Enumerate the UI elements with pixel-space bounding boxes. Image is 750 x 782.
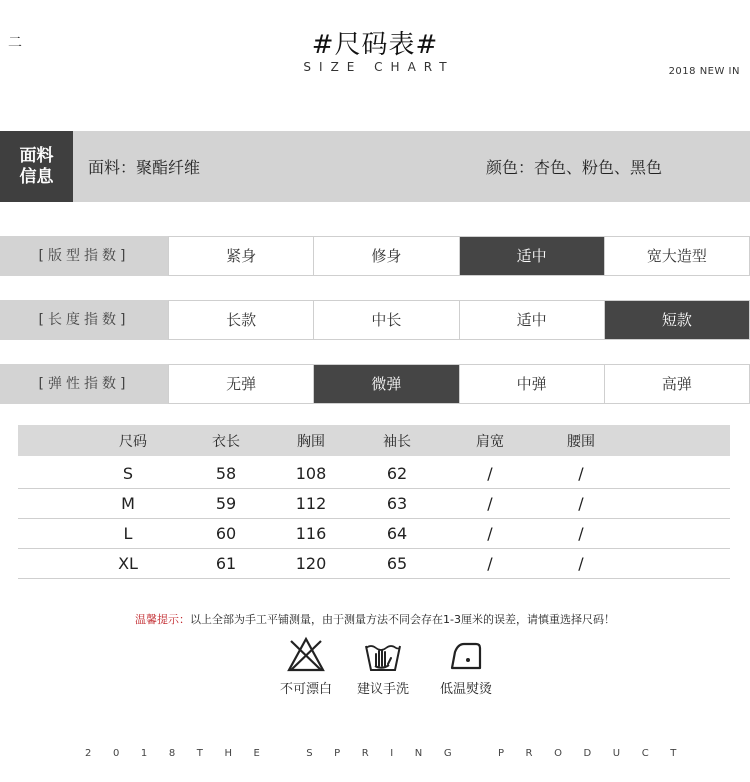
length-index-label: [长度指数] [0, 300, 168, 340]
page-title: #尺码表# [311, 30, 439, 60]
length-index-row [0, 300, 750, 340]
waist-cell: / [578, 494, 584, 513]
sleeve-cell: 65 [386, 554, 408, 573]
fabric-colors: 颜色：杏色、粉色、黑色 [486, 158, 663, 177]
elasticity-index-options [168, 364, 750, 404]
size-cell: S [122, 464, 134, 483]
size-table [18, 425, 730, 579]
fit-option-slim: 修身 [314, 237, 459, 275]
header-sleeve: 袖长 [383, 433, 411, 450]
fit-index-label: [版型指数] [0, 236, 168, 276]
header-waist: 腰围 [567, 433, 595, 450]
waist-cell: / [578, 464, 584, 483]
notice-text: 以上全部为手工平铺测量，由于测量方法不同会存在1-3厘米的误差，请慎重选择尺码！ [190, 613, 615, 626]
length-cell: 58 [215, 464, 237, 483]
fit-option-tight: 紧身 [169, 237, 314, 275]
length-option-long: 长款 [169, 301, 314, 339]
table-row [18, 519, 730, 549]
size-cell: L [123, 524, 133, 543]
fabric-info-label [0, 131, 73, 202]
length-option-short: 短款 [605, 301, 749, 339]
bust-cell: 120 [295, 554, 327, 573]
length-cell: 61 [215, 554, 237, 573]
length-index-options [168, 300, 750, 340]
fabric-label-line1: 面料 [19, 145, 54, 166]
size-cell: XL [118, 554, 138, 573]
table-row [18, 459, 730, 489]
length-option-midi: 中长 [314, 301, 459, 339]
elasticity-option-medium: 中弹 [460, 365, 605, 403]
shoulder-cell: / [487, 524, 493, 543]
elasticity-option-none: 无弹 [169, 365, 314, 403]
bust-cell: 116 [295, 524, 327, 543]
header-bust: 胸围 [297, 433, 325, 450]
header-length: 衣长 [212, 433, 240, 450]
fit-option-loose: 宽大造型 [646, 247, 707, 265]
hand-wash-icon [363, 636, 403, 674]
shoulder-cell: / [487, 464, 493, 483]
sleeve-cell: 64 [386, 524, 408, 543]
footer-slogan: 2 0 1 8 T H E S P R I N G P R O D U C T [85, 748, 686, 759]
header-shoulder: 肩宽 [476, 433, 504, 450]
no-bleach-icon [286, 636, 326, 674]
care-label: 低温熨烫 [439, 682, 492, 697]
elasticity-option-high: 高弹 [661, 375, 692, 393]
header-size: 尺码 [119, 433, 147, 450]
care-low-iron [421, 636, 511, 697]
waist-cell: / [578, 554, 584, 573]
waist-cell: / [578, 524, 584, 543]
length-cell: 60 [215, 524, 237, 543]
bust-cell: 108 [295, 464, 327, 483]
length-option-regular: 适中 [460, 301, 605, 339]
new-in-tag: 2018 NEW IN [668, 66, 740, 77]
care-label: 建议手洗 [356, 682, 409, 697]
elasticity-option-slight: 微弹 [314, 365, 459, 403]
shoulder-cell: / [487, 554, 493, 573]
fabric-material: 面料：聚酯纤维 [88, 158, 201, 177]
measurement-notice [0, 611, 750, 627]
table-row [18, 549, 730, 579]
fabric-label-line2: 信息 [19, 166, 54, 187]
fit-index-options [168, 236, 750, 276]
care-hand-wash [338, 636, 428, 697]
sleeve-cell: 63 [386, 494, 408, 513]
fit-option-regular: 适中 [460, 237, 605, 275]
elasticity-index-row [0, 364, 750, 404]
low-iron-icon [446, 636, 486, 674]
size-cell: M [121, 494, 135, 513]
bust-cell: 112 [295, 494, 327, 513]
corner-mark: 二 [8, 35, 22, 51]
size-table-header [18, 425, 730, 456]
length-cell: 59 [215, 494, 237, 513]
notice-prefix: 温馨提示： [135, 613, 191, 626]
care-label: 不可漂白 [279, 682, 332, 697]
sleeve-cell: 62 [386, 464, 408, 483]
fit-index-row [0, 236, 750, 276]
table-row [18, 489, 730, 519]
page-subtitle: SIZE CHART [303, 60, 455, 74]
elasticity-index-label: [弹性指数] [0, 364, 168, 404]
shoulder-cell: / [487, 494, 493, 513]
